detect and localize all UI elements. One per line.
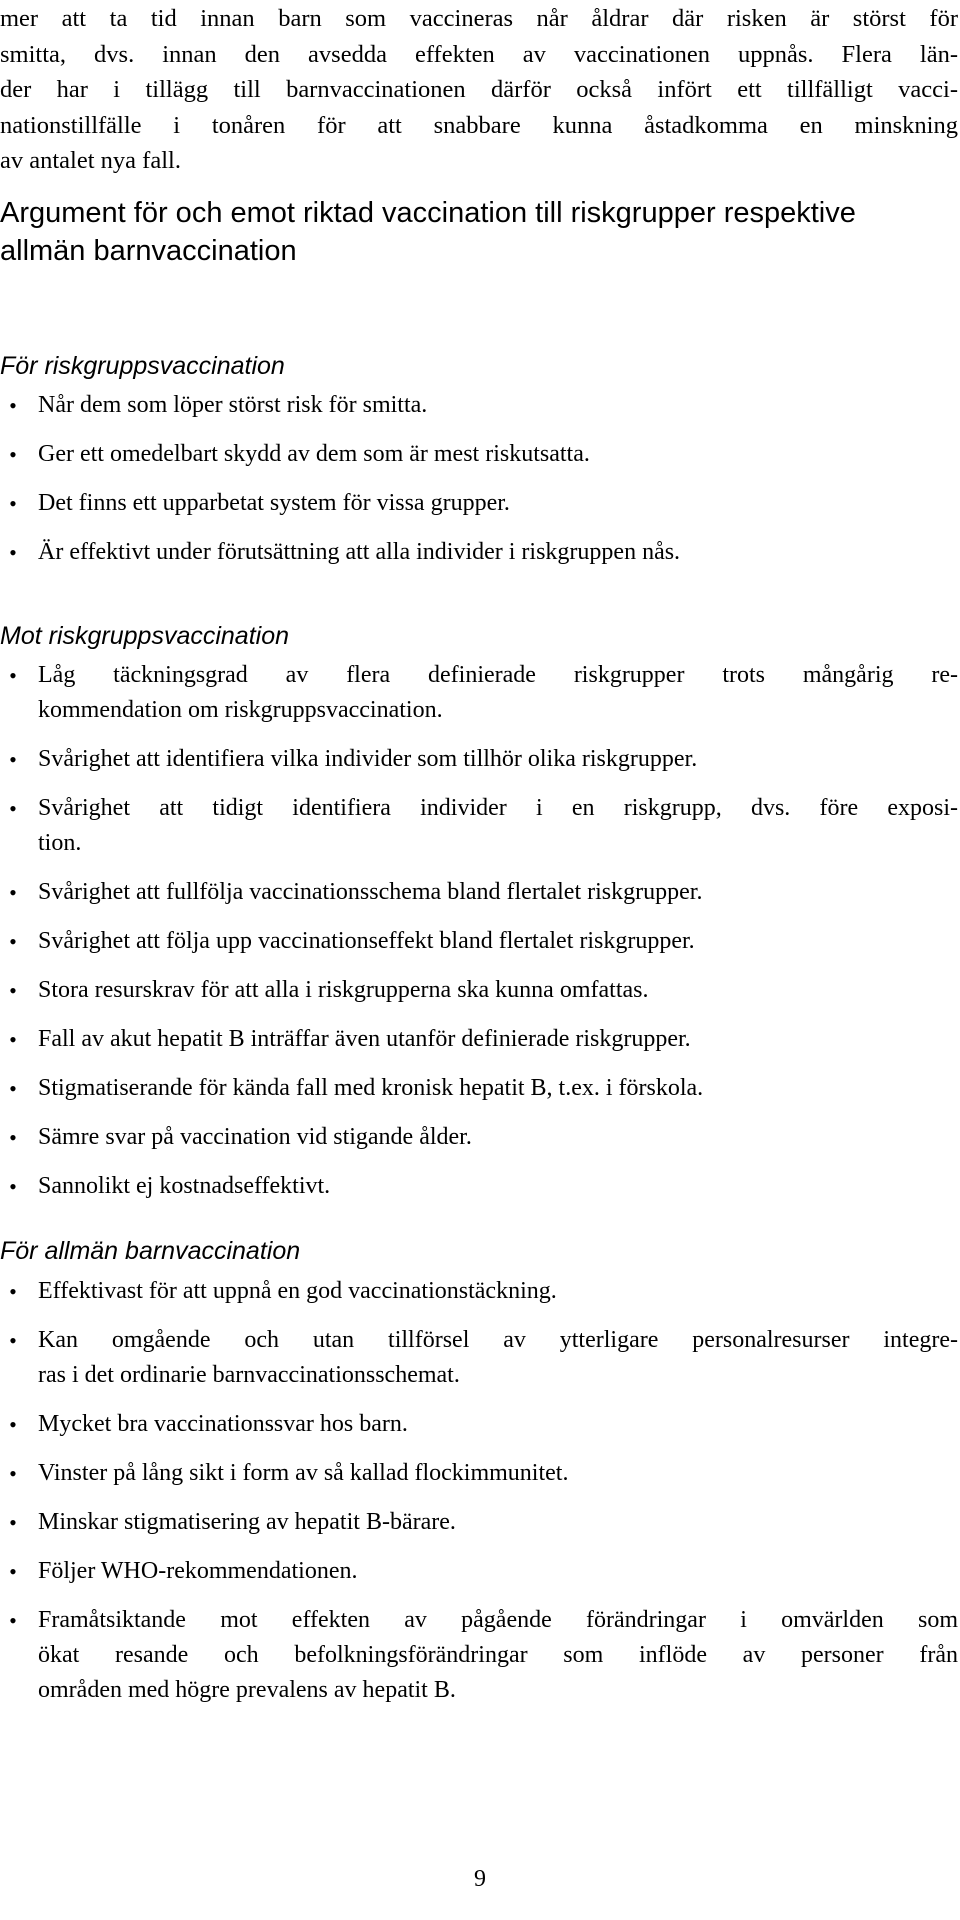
bullet-icon: • (9, 929, 17, 954)
bullet-text-line: Mycket bra vaccinationssvar hos barn. (38, 1411, 408, 1437)
bullet-icon: • (9, 1608, 17, 1633)
bullet-item (0, 1505, 960, 1540)
bullet-icon: • (9, 1559, 17, 1584)
bullet-text-line: Fall av akut hepatit B inträffar även utanför definierade riskgrupper. (38, 1026, 691, 1052)
bullet-icon: • (9, 1461, 17, 1486)
bullet-text (38, 791, 958, 861)
intro-line: nationstillfälle i tonåren för att snabbare kunna åstadkomma en minskning (0, 111, 958, 139)
bullet-icon: • (9, 1076, 17, 1101)
bullet-text (38, 437, 958, 472)
bullet-text-line: Stigmatiserande för kända fall med kronisk hepatit B, t.ex. i förskola. (38, 1075, 704, 1101)
bullet-text-line: Vinster på lång sikt i form av så kallad flockimmunitet. (38, 1460, 569, 1486)
bullet-text-line: tion. (38, 830, 82, 856)
bullet-icon: • (9, 747, 17, 772)
bullet-text (38, 1407, 958, 1442)
bullet-list-for-riskgroup (0, 388, 960, 584)
bullet-text (38, 1603, 958, 1708)
bullet-item (0, 1407, 960, 1442)
bullet-item (0, 1071, 960, 1106)
section-heading: Argument för och emot riktad vaccination till riskgrupper respektive allmän barnvaccination (0, 197, 856, 267)
bullet-text (38, 1071, 958, 1106)
bullet-icon: • (9, 442, 17, 467)
bullet-text (38, 486, 958, 521)
bullet-item (0, 875, 960, 910)
bullet-text-line: Effektivast för att uppnå en god vaccinationstäckning. (38, 1278, 557, 1304)
bullet-text-line: Svårighet att följa upp vaccinationseffekt bland flertalet riskgrupper. (38, 928, 695, 954)
subheading-for-general-vaccination: För allmän barnvaccination (0, 1237, 301, 1265)
bullet-item (0, 1603, 960, 1708)
bullet-text (38, 742, 958, 777)
intro-line: mer att ta tid innan barn som vaccineras når åldrar där risken är störst för (0, 5, 958, 32)
bullet-icon: • (9, 1412, 17, 1437)
bullet-item (0, 1022, 960, 1057)
bullet-text (38, 658, 958, 728)
bullet-icon: • (9, 1174, 17, 1199)
intro-line: smitta, dvs. innan den avsedda effekten av vaccinationen uppnås. Flera län- (0, 40, 958, 68)
bullet-text-line: Stora resurskrav för att alla i riskgrupperna ska kunna omfattas. (38, 977, 649, 1003)
bullet-text-line: Det finns ett upparbetat system för vissa grupper. (38, 490, 510, 516)
bullet-text (38, 535, 958, 570)
bullet-item (0, 437, 960, 472)
bullet-icon: • (9, 393, 17, 418)
bullet-icon: • (9, 978, 17, 1003)
bullet-item (0, 535, 960, 570)
bullet-list-for-general-vaccination (0, 1274, 960, 1722)
bullet-text (38, 924, 958, 959)
subheading-for-riskgroup: För riskgruppsvaccination (0, 352, 285, 380)
bullet-text-line: Når dem som löper störst risk för smitta. (38, 392, 428, 418)
bullet-text-line: områden med högre prevalens av hepatit B. (38, 1677, 456, 1703)
bullet-item (0, 1274, 960, 1309)
bullet-text-line: Ger ett omedelbart skydd av dem som är mest riskutsatta. (38, 441, 590, 467)
bullet-text (38, 1169, 958, 1204)
bullet-icon: • (9, 663, 17, 688)
bullet-item (0, 791, 960, 861)
bullet-text (38, 388, 958, 423)
bullet-text (38, 1274, 958, 1309)
bullet-item (0, 1456, 960, 1491)
bullet-text (38, 1554, 958, 1589)
bullet-item (0, 742, 960, 777)
bullet-icon: • (9, 1328, 17, 1353)
bullet-item (0, 388, 960, 423)
intro-paragraph (0, 1, 958, 179)
bullet-icon: • (9, 1125, 17, 1150)
intro-line: der har i tillägg till barnvaccinationen därför också infört ett tillfälligt vacci- (0, 76, 958, 103)
bullet-text (38, 973, 958, 1008)
bullet-text (38, 1456, 958, 1491)
bullet-text-line: Kan omgående och utan tillförsel av ytterligare personalresurser integre- (38, 1327, 958, 1353)
bullet-text-line: Sannolikt ej kostnadseffektivt. (38, 1173, 331, 1199)
bullet-text-line: kommendation om riskgruppsvaccination. (38, 697, 443, 723)
bullet-item (0, 1554, 960, 1589)
bullet-item (0, 658, 960, 728)
bullet-text-line: ökat resande och befolkningsförändringar som inflöde av personer från (38, 1642, 958, 1668)
bullet-icon: • (9, 491, 17, 516)
bullet-text (38, 875, 958, 910)
bullet-icon: • (9, 1027, 17, 1052)
bullet-text-line: Följer WHO-rekommendationen. (38, 1558, 358, 1584)
bullet-item (0, 924, 960, 959)
bullet-text-line: ras i det ordinarie barnvaccinationsschemat. (38, 1362, 460, 1388)
bullet-item (0, 1169, 960, 1204)
bullet-icon: • (9, 540, 17, 565)
bullet-text-line: Svårighet att tidigt identifiera individer i en riskgrupp, dvs. före exposi- (38, 795, 958, 821)
subheading-against-riskgroup: Mot riskgruppsvaccination (0, 622, 290, 650)
bullet-text-line: Framåtsiktande mot effekten av pågående förändringar i omvärlden som (38, 1607, 958, 1633)
page-number: 9 (474, 1866, 486, 1892)
bullet-text-line: Svårighet att fullfölja vaccinationsschema bland flertalet riskgrupper. (38, 879, 703, 905)
bullet-text-line: Är effektivt under förutsättning att alla individer i riskgruppen nås. (38, 539, 681, 565)
bullet-text (38, 1120, 958, 1155)
bullet-list-against-riskgroup (0, 658, 960, 1218)
bullet-item (0, 973, 960, 1008)
bullet-icon: • (9, 1279, 17, 1304)
bullet-icon: • (9, 1510, 17, 1535)
bullet-text (38, 1022, 958, 1057)
bullet-text (38, 1323, 958, 1393)
bullet-text-line: Svårighet att identifiera vilka individer som tillhör olika riskgrupper. (38, 746, 698, 772)
bullet-text-line: Sämre svar på vaccination vid stigande ålder. (38, 1124, 472, 1150)
bullet-item (0, 1120, 960, 1155)
intro-line: av antalet nya fall. (0, 147, 181, 174)
bullet-item (0, 1323, 960, 1393)
bullet-text-line: Minskar stigmatisering av hepatit B-bärare. (38, 1509, 456, 1535)
bullet-text-line: Låg täckningsgrad av flera definierade riskgrupper trots mångårig re- (38, 662, 958, 688)
bullet-icon: • (9, 796, 17, 821)
bullet-text (38, 1505, 958, 1540)
bullet-item (0, 486, 960, 521)
bullet-icon: • (9, 880, 17, 905)
